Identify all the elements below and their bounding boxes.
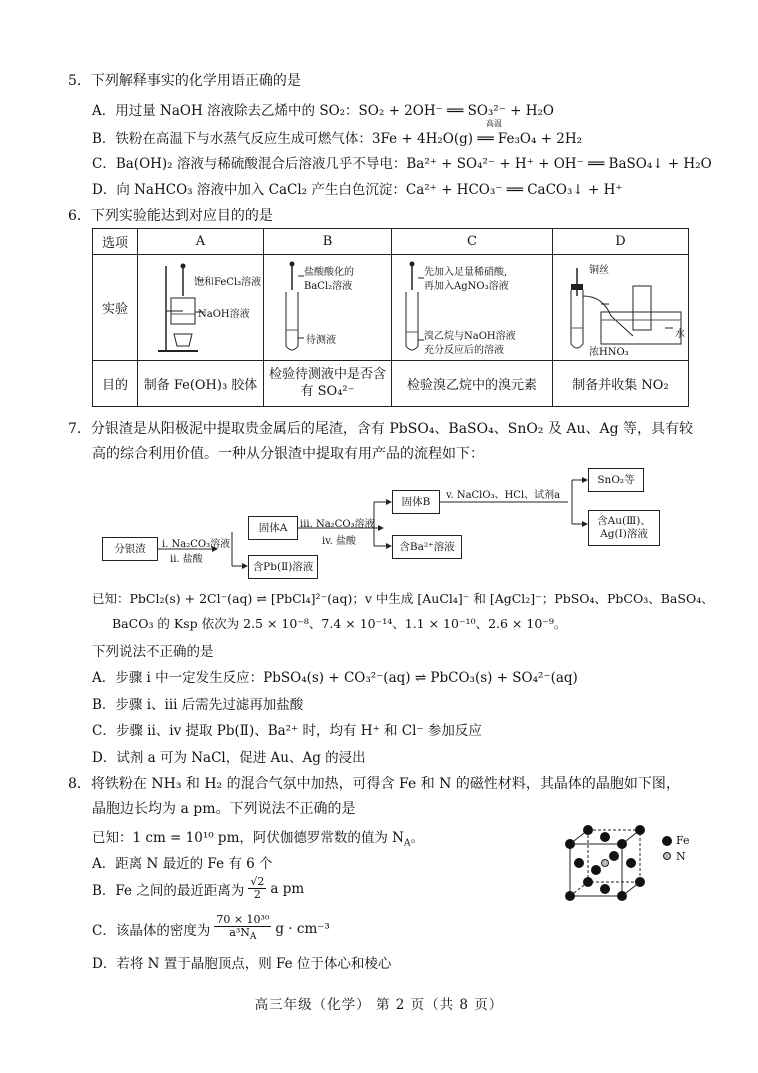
q8-legend-symbols [660,834,674,864]
fe-legend-icon [662,836,672,846]
label-hcl-acidified: 盐酸酸化的 [304,267,354,278]
q8-known-sub: A [403,838,411,849]
q6-goal-a: 制备 Fe(OH)₃ 胶体 [138,361,264,407]
flow-au-ag-box [588,510,660,546]
q6-header-b: B [264,229,392,255]
q8-option-b [92,876,304,901]
q5-b-condition: 高温 [486,119,502,128]
q5-option-a: A．用过量 NaOH 溶液除去乙烯中的 SO₂：SO₂ + 2OH⁻ ══ SO₃²⁻ + H₂O [92,103,554,119]
q8-b-den: 2 [253,888,261,902]
flow-solid-b-box: 固体B [392,490,440,514]
q6-goal-d: 制备并收集 NO₂ [553,361,689,407]
q7-ask: 下列说法不正确的是 [92,644,214,660]
q8-c-fraction [214,914,271,943]
q8-c-den-main: a³N [229,926,250,940]
q8-c-den [229,927,256,943]
q8-b-fraction [248,876,266,901]
q7-stem-line2: 高的综合利用价值。一种从分银渣中提取有用产品的流程如下： [92,446,484,462]
q5-stem: 5．下列解释事实的化学用语正确的是 [68,73,301,89]
q6-apparatus-d [553,255,689,361]
label-bacl2: BaCl₂溶液 [304,281,353,292]
q5-option-d: D．向 NaHCO₃ 溶液中加入 CaCl₂ 产生白色沉淀：Ca²⁺ + HCO₃⁻ ══ CaCO₃↓ + H⁺ [92,182,623,198]
flow-step-v: v. NaClO₃、HCl、试剂a [446,490,561,501]
q8-stem-line2: 晶胞边长均为 a pm。下列说法不正确的是 [92,801,356,817]
label-naoh: NaOH溶液 [198,309,250,320]
q6-apparatus-c [392,255,553,361]
flow-start-box: 分银渣 [102,537,158,561]
q6-table [92,228,689,407]
q8-c-den-sub: A [249,932,257,943]
flow-solid-a-box: 固体A [248,516,298,540]
q5-option-b: B．铁粉在高温下与水蒸气反应生成可燃气体：3Fe + 4H₂O(g) ══ Fe₃O₄ + 2H₂ [92,131,583,147]
q6-goal-b: 检验待测液中是否含有 SO₄²⁻ [264,361,392,407]
q8-b-post: a pm [270,880,305,897]
q6-header-option: 选项 [93,229,138,255]
q8-option-c [92,914,330,943]
q8-stem-line1: 8．将铁粉在 NH₃ 和 H₂ 的混合气氛中加热，可得含 Fe 和 N 的磁性材料，其晶体的晶胞如下图， [68,776,680,792]
flow-step-iv: iv. 盐酸 [322,536,357,547]
q8-legend-fe: Fe [676,834,690,847]
flow-sno2-box: SnO₂等 [588,468,644,492]
q6-header-a: A [138,229,264,255]
q6-row-label-exp: 实验 [93,255,138,361]
label-reacted-solution: 充分反应后的溶液 [424,345,504,356]
flow-step-i: i. Na₂CO₃溶液 [162,539,231,550]
q8-c-pre: C．该晶体的密度为 [92,922,211,939]
q8-unit-cell-figure [560,822,670,902]
page-footer: 高三年级（化学） 第 2 页（共 8 页） [254,997,504,1013]
label-bromoethane-naoh: 溴乙烷与NaOH溶液 [424,331,516,342]
label-fecl3: 饱和FeCl₃溶液 [194,277,262,288]
q8-known [92,826,424,849]
q6-header-d: D [553,229,689,255]
q7-option-b: B．步骤 i、iii 后需先过滤再加盐酸 [92,697,304,713]
q7-option-d: D．试剂 a 可为 NaCl，促进 Au、Ag 的浸出 [92,750,366,766]
q5-option-c: C．Ba(OH)₂ 溶液与稀硫酸混合后溶液几乎不导电：Ba²⁺ + SO₄²⁻ + H⁺ + OH⁻ ══ BaSO₄↓ + H₂O [92,156,712,172]
flow-step-iii: iii. Na₂CO₃溶液 [300,519,375,530]
q7-known-line1: 已知：PbCl₂(s) + 2Cl⁻(aq) ⇌ [PbCl₄]²⁻(aq)；v 中生成 [AuCl₄]⁻ 和 [AgCl₂]⁻；PbSO₄、PbCO₃、BaSO₄、 [92,591,714,606]
q8-c-num: 70 × 10³⁰ [216,913,270,926]
q6-goal-c: 检验溴乙烷中的溴元素 [392,361,553,407]
flow-ag-label: Ag(Ⅰ)溶液 [600,528,648,540]
q8-b-num: √2 [250,875,265,888]
n-legend-icon [664,853,671,860]
label-add-hno3: 先加入足量稀硝酸, [424,267,508,278]
q8-legend-n: N [676,850,686,863]
q8-c-post: g · cm⁻³ [275,920,330,937]
q8-option-d: D．若将 N 置于晶胞顶点，则 Fe 位于体心和棱心 [92,956,392,972]
q6-header-c: C [392,229,553,255]
flow-au-label: 含Au(Ⅲ)、 [597,515,651,528]
label-add-agno3: 再加入AgNO₃溶液 [424,281,509,292]
q8-known-text: 已知：1 cm = 10¹⁰ pm，阿伏伽德罗常数的值为 N [92,830,404,846]
q7-stem-line1: 7．分银渣是从阳极泥中提取贵金属后的尾渣，含有 PbSO₄、BaSO₄、SnO₂ 及 Au、Ag 等，具有较 [68,421,693,437]
q6-apparatus-a [138,255,264,361]
label-conc-hno3: 浓HNO₃ [589,347,629,358]
label-water: 水 [675,329,685,340]
q8-option-a: A．距离 N 最近的 Fe 有 6 个 [92,856,273,872]
q7-option-a: A．步骤 i 中一定发生反应：PbSO₄(s) + CO₃²⁻(aq) ⇌ PbCO₃(s) + SO₄²⁻(aq) [92,670,578,686]
label-test-liquid: 待测液 [306,335,336,346]
q8-b-pre: B．Fe 之间的最近距离为 [92,882,245,899]
q6-row-label-goal: 目的 [93,361,138,407]
flow-step-ii: ii. 盐酸 [170,554,203,565]
q8-known-end: 。 [410,830,424,846]
q7-option-c: C．步骤 ii、iv 提取 Pb(Ⅱ)、Ba²⁺ 时，均有 H⁺ 和 Cl⁻ 参加反应 [92,723,482,739]
flow-pb-solution-box: 含Pb(Ⅱ)溶液 [248,555,318,579]
flow-ba-solution-box: 含Ba²⁺溶液 [392,535,462,559]
q7-known-line2: BaCO₃ 的 Ksp 依次为 2.5 × 10⁻⁸、7.4 × 10⁻¹⁴、1.1 × 10⁻¹⁰、2.6 × 10⁻⁹。 [112,616,567,631]
label-copper-wire: 铜丝 [589,265,609,276]
q6-stem: 6．下列实验能达到对应目的的是 [68,208,273,224]
q6-apparatus-b [264,255,392,361]
